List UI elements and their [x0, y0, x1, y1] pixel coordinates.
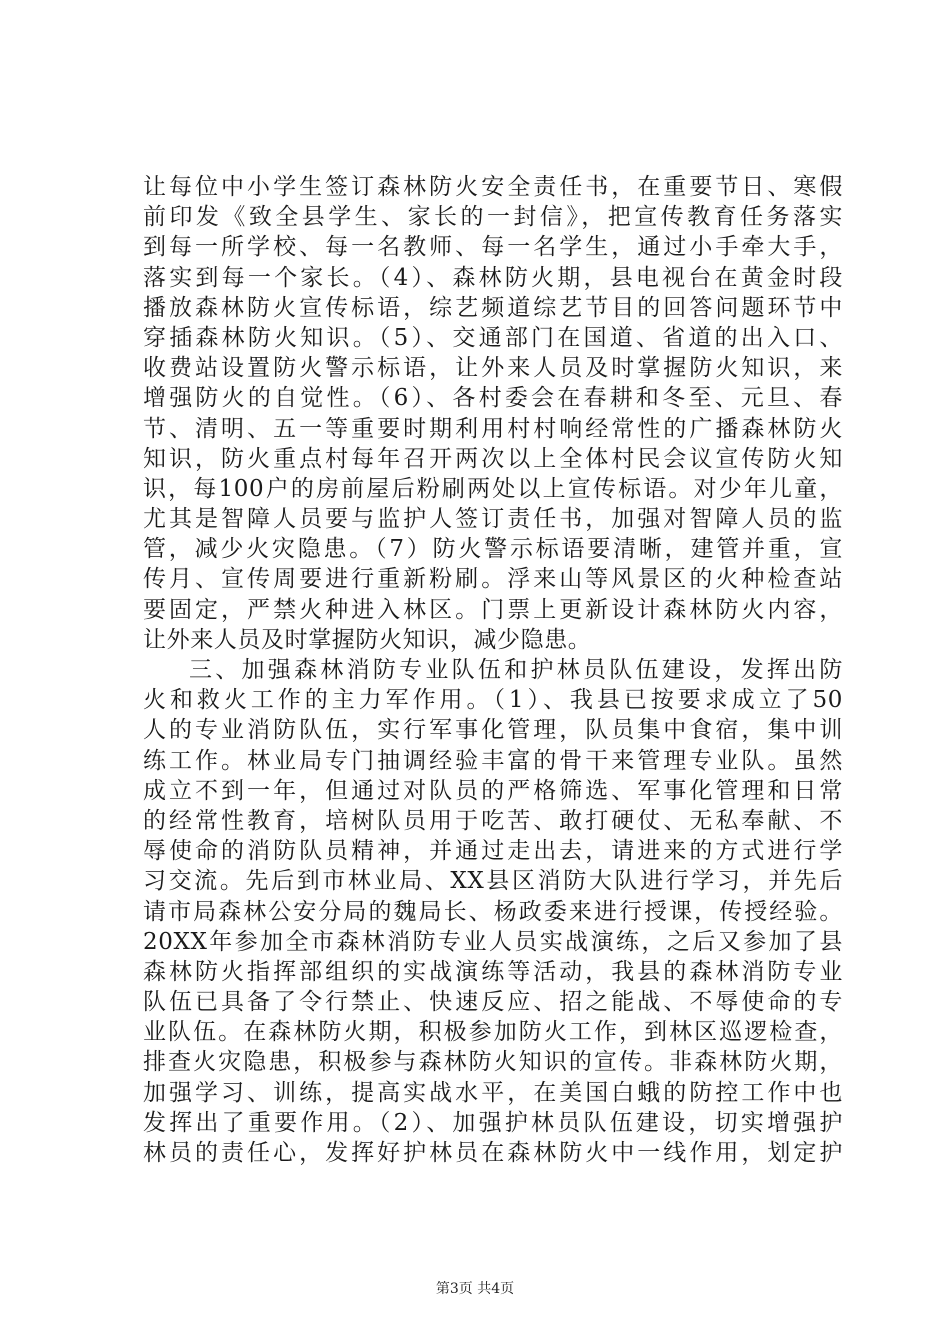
text-line: 发挥出了重要作用。（2）、加强护林员队伍建设，切实增强护: [143, 1109, 843, 1136]
text-line: 习交流。先后到市林业局、XX县区消防大队进行学习，并先后: [143, 868, 843, 895]
text-line: 加强学习、训练，提高实战水平，在美国白蛾的防控工作中也: [143, 1079, 843, 1106]
text-line: 穿插森林防火知识。（5）、交通部门在国道、省道的出入口、: [143, 324, 843, 351]
text-line: 让每位中小学生签订森林防火安全责任书，在重要节日、寒假: [143, 174, 843, 200]
text-line: 前印发《致全县学生、家长的一封信》，把宣传教育任务落实: [143, 204, 843, 231]
text-line: 辱使命的消防队员精神，并通过走出去，请进来的方式进行学: [143, 838, 843, 865]
text-line: 队伍已具备了令行禁止、快速反应、招之能战、不辱使命的专: [143, 989, 843, 1016]
text-line: 到每一所学校、每一名教师、每一名学生，通过小手牵大手，: [143, 234, 843, 261]
text-line: 播放森林防火宣传标语，综艺频道综艺节目的回答问题环节中: [143, 294, 843, 321]
text-line: 森林防火指挥部组织的实战演练等活动，我县的森林消防专业: [143, 958, 843, 985]
text-line: 节、清明、五一等重要时期利用村村响经常性的广播森林防火: [143, 415, 843, 442]
text-line: 尤其是智障人员要与监护人签订责任书，加强对智障人员的监: [143, 506, 843, 533]
text-line: 识，每100户的房前屋后粉刷两处以上宣传标语。对少年儿童，: [143, 475, 843, 502]
text-line: 火和救火工作的主力军作用。（1）、我县已按要求成立了50: [143, 687, 843, 714]
page-number-footer: 第3页 共4页: [435, 1281, 515, 1297]
text-line: 请市局森林公安分局的魏局长、杨政委来进行授课，传授经验。: [143, 898, 843, 925]
text-line: 收费站设置防火警示标语，让外来人员及时掌握防火知识，来: [143, 355, 843, 382]
text-line: 让外来人员及时掌握防火知识，减少隐患。: [143, 626, 592, 653]
body-text: [143, 172, 843, 1168]
text-line: 成立不到一年，但通过对队员的严格筛选、军事化管理和日常: [143, 777, 843, 804]
text-line: 排查火灾隐患，积极参与森林防火知识的宣传。非森林防火期，: [143, 1049, 843, 1076]
text-line: 要固定，严禁火种进入林区。门票上更新设计森林防火内容，: [143, 596, 843, 623]
text-line: 20XX年参加全市森林消防专业人员实战演练，之后又参加了县: [143, 928, 843, 955]
text-line: 传月、宣传周要进行重新粉刷。浮来山等风景区的火种检查站: [143, 566, 843, 593]
text-line: 增强防火的自觉性。（6）、各村委会在春耕和冬至、元旦、春: [143, 385, 843, 412]
text-line: 人的专业消防队伍，实行军事化管理，队员集中食宿，集中训: [143, 717, 843, 744]
text-line: 管，减少火灾隐患。（7）防火警示标语要清晰，建管并重，宣: [143, 536, 843, 563]
text-line: 知识，防火重点村每年召开两次以上全体村民会议宣传防火知: [143, 445, 843, 472]
text-line: 练工作。林业局专门抽调经验丰富的骨干来管理专业队。虽然: [143, 747, 843, 774]
text-line: 的经常性教育，培树队员用于吃苦、敢打硬仗、无私奉献、不: [143, 807, 843, 834]
text-line: 林员的责任心，发挥好护林员在森林防火中一线作用，划定护: [143, 1140, 843, 1166]
section-heading-line: 三、加强森林消防专业队伍和护林员队伍建设，发挥出防: [189, 657, 843, 683]
text-line: 业队伍。在森林防火期，积极参加防火工作，到林区巡逻检查，: [143, 1019, 843, 1046]
text-line: 落实到每一个家长。（4）、森林防火期，县电视台在黄金时段: [143, 264, 843, 291]
